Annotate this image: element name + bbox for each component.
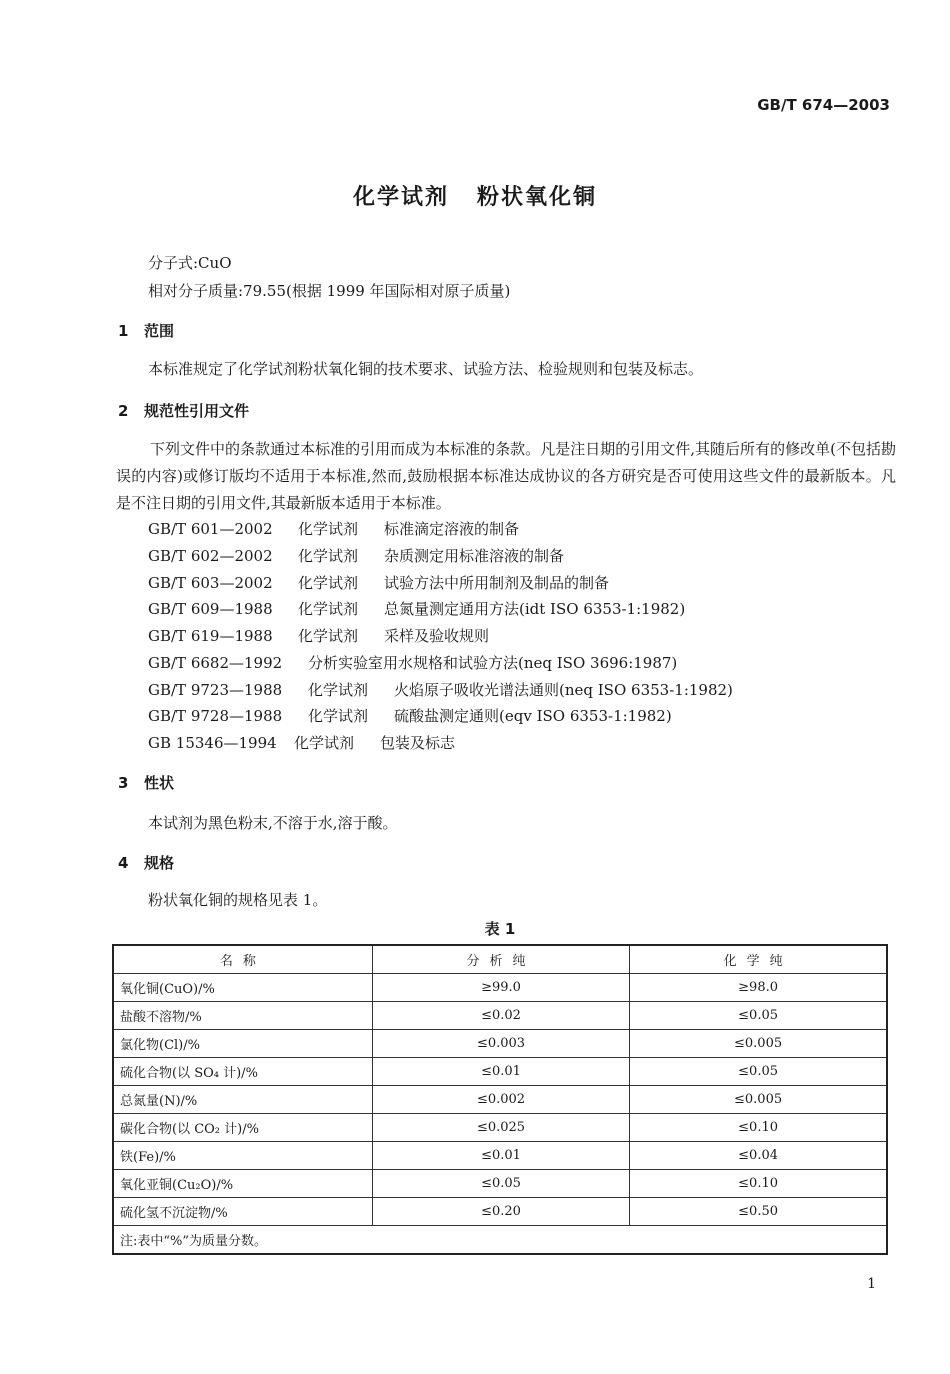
chemical-grade-value: ≤0.05 <box>630 1002 887 1030</box>
chemical-grade-value: ≤0.50 <box>630 1198 887 1226</box>
reference-category: 化学试剂 <box>298 547 359 565</box>
spec-table <box>112 944 888 1255</box>
reference-item <box>148 732 455 753</box>
reference-item <box>148 625 489 646</box>
section-4-heading <box>118 852 174 873</box>
chemical-grade-value: ≤0.10 <box>630 1114 887 1142</box>
item-name: 铁(Fe)/% <box>113 1142 372 1170</box>
header-analytical-grade: 分析纯 <box>372 945 629 974</box>
reference-title: 试验方法中所用制剂及制品的制备 <box>384 574 610 592</box>
title-part-1: 化学试剂 <box>352 185 449 210</box>
table-row <box>113 1142 887 1170</box>
analytical-grade-value: ≤0.02 <box>372 1002 629 1030</box>
analytical-grade-value: ≤0.01 <box>372 1058 629 1086</box>
item-name: 氧化亚铜(Cu₂O)/% <box>113 1170 372 1198</box>
item-name: 硫化氢不沉淀物/% <box>113 1198 372 1226</box>
table-row <box>113 1030 887 1058</box>
reference-category: 化学试剂 <box>308 707 369 725</box>
reference-code: GB/T 609—1988 <box>148 600 273 618</box>
reference-item <box>148 705 672 726</box>
reference-code: GB/T 6682—1992 <box>148 654 283 672</box>
reference-category: 化学试剂 <box>298 574 359 592</box>
title-part-2: 粉状氧化铜 <box>477 185 598 210</box>
chemical-grade-value: ≥98.0 <box>630 974 887 1002</box>
reference-category: 化学试剂 <box>298 600 359 618</box>
reference-category: 化学试剂 <box>298 627 359 645</box>
section-4-text: 粉状氧化铜的规格见表 1。 <box>148 891 328 909</box>
analytical-grade-value: ≤0.01 <box>372 1142 629 1170</box>
analytical-grade-value: ≤0.20 <box>372 1198 629 1226</box>
section-number: 3 <box>118 774 129 792</box>
chemical-grade-value: ≤0.10 <box>630 1170 887 1198</box>
table-row <box>113 1086 887 1114</box>
reference-item <box>148 572 609 593</box>
item-name: 氧化铜(CuO)/% <box>113 974 372 1002</box>
section-3-text: 本试剂为黑色粉末,不溶于水,溶于酸。 <box>148 814 398 832</box>
table-row <box>113 1114 887 1142</box>
reference-code: GB/T 9728—1988 <box>148 707 283 725</box>
header-name: 名称 <box>113 945 372 974</box>
section-3-heading <box>118 772 174 793</box>
reference-code: GB/T 601—2002 <box>148 520 273 538</box>
reference-title: 包装及标志 <box>380 734 456 752</box>
analytical-grade-value: ≥99.0 <box>372 974 629 1002</box>
reference-code: GB/T 9723—1988 <box>148 681 283 699</box>
reference-title: 标准滴定溶液的制备 <box>384 520 520 538</box>
reference-code: GB/T 619—1988 <box>148 627 273 645</box>
chemical-grade-value: ≤0.005 <box>630 1030 887 1058</box>
table-row <box>113 1198 887 1226</box>
item-name: 硫化合物(以 SO₄ 计)/% <box>113 1058 372 1086</box>
section-title: 性状 <box>144 774 175 792</box>
table-caption: 表 1 <box>484 920 516 938</box>
table-note-row <box>113 1226 887 1255</box>
section-title: 规范性引用文件 <box>144 402 250 420</box>
section-2-text: 下列文件中的条款通过本标准的引用而成为本标准的条款。凡是注日期的引用文件,其随后所有的修改单(不包括勘误的内容)或修订版均不适用于本标准,然而,鼓励根据本标准达成协议的各方研究是否可使用这些文件的最新版本。凡是不注日期的引用文件,其最新版本适用于本标准。 <box>116 440 896 512</box>
analytical-grade-value: ≤0.05 <box>372 1170 629 1198</box>
section-number: 2 <box>118 402 129 420</box>
section-1-heading <box>118 320 174 341</box>
chemical-grade-value: ≤0.04 <box>630 1142 887 1170</box>
item-name: 总氮量(N)/% <box>113 1086 372 1114</box>
reference-title: 杂质测定用标准溶液的制备 <box>384 547 565 565</box>
section-number: 4 <box>118 854 129 872</box>
reference-code: GB/T 603—2002 <box>148 574 273 592</box>
reference-title: 总氮量测定通用方法(idt ISO 6353-1:1982) <box>384 600 686 618</box>
reference-category: 化学试剂 <box>294 734 355 752</box>
standard-code: GB/T 674—2003 <box>757 96 890 114</box>
section-title: 规格 <box>144 854 175 872</box>
reference-category: 化学试剂 <box>298 520 359 538</box>
table-note: 注:表中“%”为质量分数。 <box>113 1226 887 1255</box>
reference-title: 采样及验收规则 <box>384 627 490 645</box>
chemical-grade-value: ≤0.005 <box>630 1086 887 1114</box>
section-number: 1 <box>118 322 129 340</box>
reference-category: 化学试剂 <box>308 681 369 699</box>
item-name: 氯化物(Cl)/% <box>113 1030 372 1058</box>
analytical-grade-value: ≤0.002 <box>372 1086 629 1114</box>
table-row <box>113 1058 887 1086</box>
reference-title: 分析实验室用水规格和试验方法(neq ISO 3696:1987) <box>308 654 678 672</box>
item-name: 盐酸不溶物/% <box>113 1002 372 1030</box>
reference-title: 火焰原子吸收光谱法通则(neq ISO 6353-1:1982) <box>394 681 733 699</box>
table-header-row <box>113 945 887 974</box>
reference-item <box>148 598 685 619</box>
reference-title: 硫酸盐测定通则(eqv ISO 6353-1:1982) <box>394 707 672 725</box>
chemical-grade-value: ≤0.05 <box>630 1058 887 1086</box>
section-title: 范围 <box>144 322 175 340</box>
analytical-grade-value: ≤0.003 <box>372 1030 629 1058</box>
analytical-grade-value: ≤0.025 <box>372 1114 629 1142</box>
item-name: 碳化合物(以 CO₂ 计)/% <box>113 1114 372 1142</box>
section-1-text: 本标准规定了化学试剂粉状氧化铜的技术要求、试验方法、检验规则和包装及标志。 <box>148 360 704 378</box>
reference-item <box>148 679 733 700</box>
table-row <box>113 1002 887 1030</box>
reference-code: GB/T 602—2002 <box>148 547 273 565</box>
reference-item <box>148 652 677 673</box>
page-number: 1 <box>867 1276 876 1292</box>
document-title <box>0 180 950 211</box>
header-chemical-grade: 化学纯 <box>630 945 887 974</box>
reference-item <box>148 545 564 566</box>
table-row <box>113 974 887 1002</box>
molecular-formula: 分子式:CuO <box>148 254 232 272</box>
reference-code: GB 15346—1994 <box>148 734 277 752</box>
table-row <box>113 1170 887 1198</box>
reference-item <box>148 518 519 539</box>
section-2-heading <box>118 400 249 421</box>
molecular-mass: 相对分子质量:79.55(根据 1999 年国际相对原子质量) <box>148 282 511 300</box>
